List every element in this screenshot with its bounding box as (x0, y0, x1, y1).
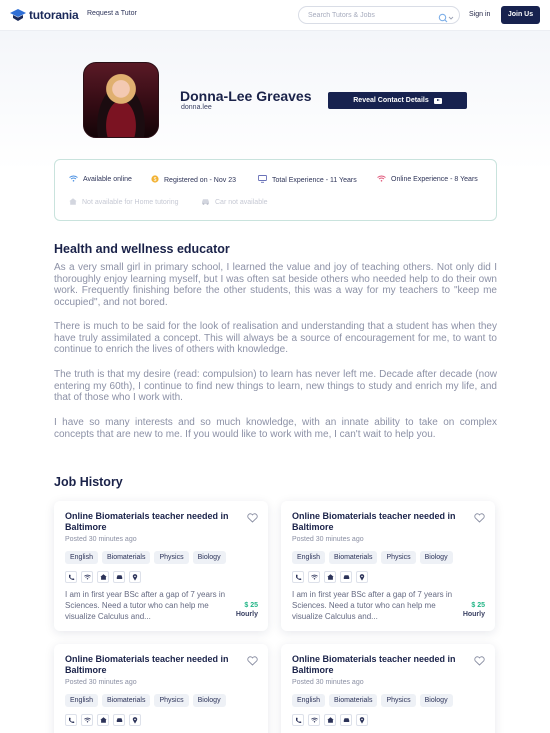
search-input[interactable] (308, 10, 428, 21)
heart-icon[interactable] (474, 510, 485, 528)
reveal-contact-label: Reveal Contact Details (353, 97, 429, 104)
top-navbar (0, 0, 550, 31)
tag: Biomaterials (102, 551, 151, 564)
home-icon (69, 198, 77, 207)
phone-icon (292, 714, 304, 726)
job-price (463, 602, 485, 618)
signin-link[interactable]: Sign in (469, 11, 491, 18)
phone-icon (292, 571, 304, 583)
job-title[interactable]: Online Biomaterials teacher needed in Baltimore (65, 654, 229, 675)
home-icon (97, 714, 109, 726)
wifi-icon (308, 714, 320, 726)
job-title[interactable]: Online Biomaterials teacher needed in Baltimore (292, 511, 456, 532)
profile-username: donna.lee (181, 104, 212, 111)
job-posted-time: Posted 30 minutes ago (65, 536, 137, 543)
wifi-icon (81, 571, 93, 583)
car-icon (113, 571, 125, 583)
location-icon (356, 714, 368, 726)
wifi-icon (308, 571, 320, 583)
stats-panel (54, 159, 497, 221)
stat-car: Car not available (201, 198, 268, 207)
tag: Biology (420, 551, 453, 564)
home-icon (97, 571, 109, 583)
profile-name: Donna-Lee Greaves (180, 88, 312, 104)
job-description: I am in first year BSc after a gap of 7 years in Sciences. Need a tutor who can help me visualize Calculus and... (292, 590, 453, 621)
price-rate: Hourly (462, 611, 485, 618)
about-paragraph: As a very small girl in primary school, I learned the value and joy of teaching others. Not only did I thoroughly enjoy learning myself, but I was often sat beside others who needed help to do their own work. Frequently finishing before the other students, this was a way for my teachers to "keep me occupied", and not bored. (54, 262, 497, 308)
about-paragraph: There is much to be said for the look of realisation and understanding that a student has when they have truly assimilated a concept. This will always be a source of encouragement for me, to want to continue to enrich the lives of others with knowledge. (54, 321, 497, 355)
tag: Biomaterials (329, 551, 378, 564)
tag: English (292, 551, 325, 564)
tag: English (65, 551, 98, 564)
job-card[interactable] (281, 501, 495, 631)
avatar (83, 62, 159, 138)
car-icon (113, 714, 125, 726)
reveal-contact-button[interactable] (328, 92, 467, 109)
location-icon (129, 571, 141, 583)
job-tags (292, 551, 453, 564)
wifi-icon (377, 175, 386, 184)
wifi-icon (69, 175, 78, 184)
job-tags (65, 551, 226, 564)
job-mode-icons (65, 571, 141, 583)
price-amount: $ 25 (471, 602, 485, 609)
stat-available: Available online (69, 175, 132, 184)
tag: Biomaterials (102, 694, 151, 707)
job-history-title: Job History (54, 475, 123, 489)
job-card[interactable] (54, 644, 268, 733)
job-card[interactable] (281, 644, 495, 733)
about-paragraph: I have so many interests and so much knowledge, with an innate ability to take on complex concepts that are new to me. If you would like to work with me, I can't wait to help you. (54, 417, 497, 440)
home-icon (324, 571, 336, 583)
job-title[interactable]: Online Biomaterials teacher needed in Baltimore (65, 511, 229, 532)
job-tags (292, 694, 453, 707)
phone-icon (65, 714, 77, 726)
job-posted-time: Posted 30 minutes ago (292, 679, 364, 686)
heart-icon[interactable] (247, 510, 258, 528)
job-description: I am in first year BSc after a gap of 7 years in Sciences. Need a tutor who can help me visualize Calculus and... (65, 590, 226, 621)
about-title: Health and wellness educator (54, 242, 230, 256)
coin-icon (151, 175, 159, 185)
tag: Biology (420, 694, 453, 707)
join-us-button[interactable]: Join Us (501, 6, 540, 24)
svg-text:$: $ (153, 177, 157, 183)
job-tags (65, 694, 226, 707)
phone-icon (65, 571, 77, 583)
job-mode-icons (292, 571, 368, 583)
search-box[interactable] (298, 6, 460, 24)
location-icon (129, 714, 141, 726)
job-posted-time: Posted 30 minutes ago (292, 536, 364, 543)
tag: Biomaterials (329, 694, 378, 707)
car-icon (340, 714, 352, 726)
job-title[interactable]: Online Biomaterials teacher needed in Baltimore (292, 654, 456, 675)
stat-home-tutoring: Not available for Home tutoring (69, 198, 179, 207)
about-paragraph: The truth is that my desire (read: compulsion) to learn has never left me. Decade after decade (now entering my 60th), I continue to find new things to learn, new things to study and enrich my life, and that of those who I work with. (54, 369, 497, 403)
stat-registered: $ Registered on - Nov 23 (151, 175, 236, 185)
tag: Biology (193, 551, 226, 564)
tag: Biology (193, 694, 226, 707)
monitor-icon (258, 175, 267, 185)
heart-icon[interactable] (247, 653, 258, 671)
price-amount: $ 25 (244, 602, 258, 609)
car-icon (340, 571, 352, 583)
stat-total-experience: Total Experience - 11 Years (258, 175, 357, 185)
price-rate: Hourly (235, 611, 258, 618)
tag: Physics (381, 551, 415, 564)
request-tutor-link[interactable]: Request a Tutor (87, 10, 137, 17)
car-icon (201, 198, 210, 207)
logo-mark-icon (10, 8, 26, 22)
logo[interactable] (10, 8, 79, 22)
stat-online-experience: Online Experience - 8 Years (377, 175, 478, 184)
tag: Physics (154, 694, 188, 707)
search-icon[interactable] (438, 10, 454, 28)
job-mode-icons (65, 714, 141, 726)
tag: Physics (381, 694, 415, 707)
video-icon (434, 98, 442, 104)
logo-text: tutorania (29, 8, 79, 22)
job-mode-icons (292, 714, 368, 726)
home-icon (324, 714, 336, 726)
wifi-icon (81, 714, 93, 726)
tag: English (292, 694, 325, 707)
tag: Physics (154, 551, 188, 564)
job-price (236, 602, 258, 618)
job-card[interactable] (54, 501, 268, 631)
location-icon (356, 571, 368, 583)
heart-icon[interactable] (474, 653, 485, 671)
tag: English (65, 694, 98, 707)
job-posted-time: Posted 30 minutes ago (65, 679, 137, 686)
